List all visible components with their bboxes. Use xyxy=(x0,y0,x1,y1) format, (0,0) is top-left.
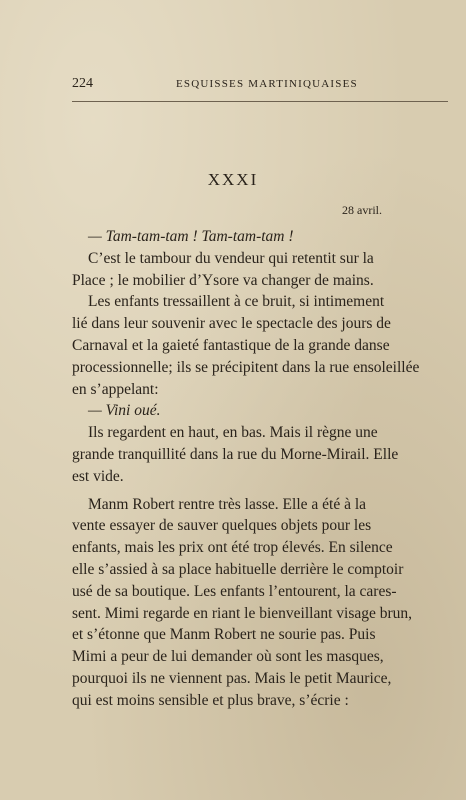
text-line: Manm Robert rentre très lasse. Elle a été à la xyxy=(88,495,367,513)
running-title: ESQUISSES MARTINIQUAISES xyxy=(176,78,358,90)
text-line: processionnelle; ils se précipitent dans la rue ensoleillée xyxy=(72,358,420,376)
text-line: C’est le tambour du vendeur qui retentit sur la xyxy=(88,249,374,267)
text-line: Les enfants tressaillent à ce bruit, si intimement xyxy=(88,293,385,311)
text-line: sent. Mimi regarde en riant le bienveillant visage brun, xyxy=(72,604,413,622)
text-line: Carnaval et la gaieté fantastique de la grande danse xyxy=(72,336,390,354)
text-line: elle s’assied à sa place habituelle derrière le comptoir xyxy=(72,560,404,578)
header-rule xyxy=(72,101,448,102)
text-line: vente essayer de sauver quelques objets pour les xyxy=(72,517,372,535)
body-text xyxy=(72,226,450,712)
text-line: Place ; le mobilier d’Ysore va changer de mains. xyxy=(72,271,374,289)
text-line: est vide. xyxy=(72,467,124,485)
text-line: en s’appelant: xyxy=(72,380,159,398)
text-line: Mimi a peur de lui demander où sont les masques, xyxy=(72,648,384,666)
chapter-date: 28 avril. xyxy=(342,203,382,217)
text-line: lié dans leur souvenir avec le spectacle des jours de xyxy=(72,315,391,333)
text-line: qui est moins sensible et plus brave, s’écrie : xyxy=(72,691,349,709)
text-line: usé de sa boutique. Les enfants l’entourent, la cares- xyxy=(72,582,397,600)
text-line: et s’étonne que Manm Robert ne sourie pas. Puis xyxy=(72,626,376,644)
text-line: pourquoi ils ne viennent pas. Mais le petit Maurice, xyxy=(72,669,392,687)
text-line: enfants, mais les prix ont été trop élevés. En silence xyxy=(72,539,393,557)
text-line: Ils regardent en haut, en bas. Mais il règne une xyxy=(88,424,378,442)
chapter-number: XXXI xyxy=(207,170,259,189)
text-line: — Tam-tam-tam ! Tam-tam-tam ! xyxy=(88,228,294,245)
page-number: 224 xyxy=(72,76,93,91)
text-line: grande tranquillité dans la rue du Morne-Mirail. Elle xyxy=(72,445,399,463)
text-line: — Vini oué. xyxy=(88,402,161,420)
running-head xyxy=(72,76,452,92)
